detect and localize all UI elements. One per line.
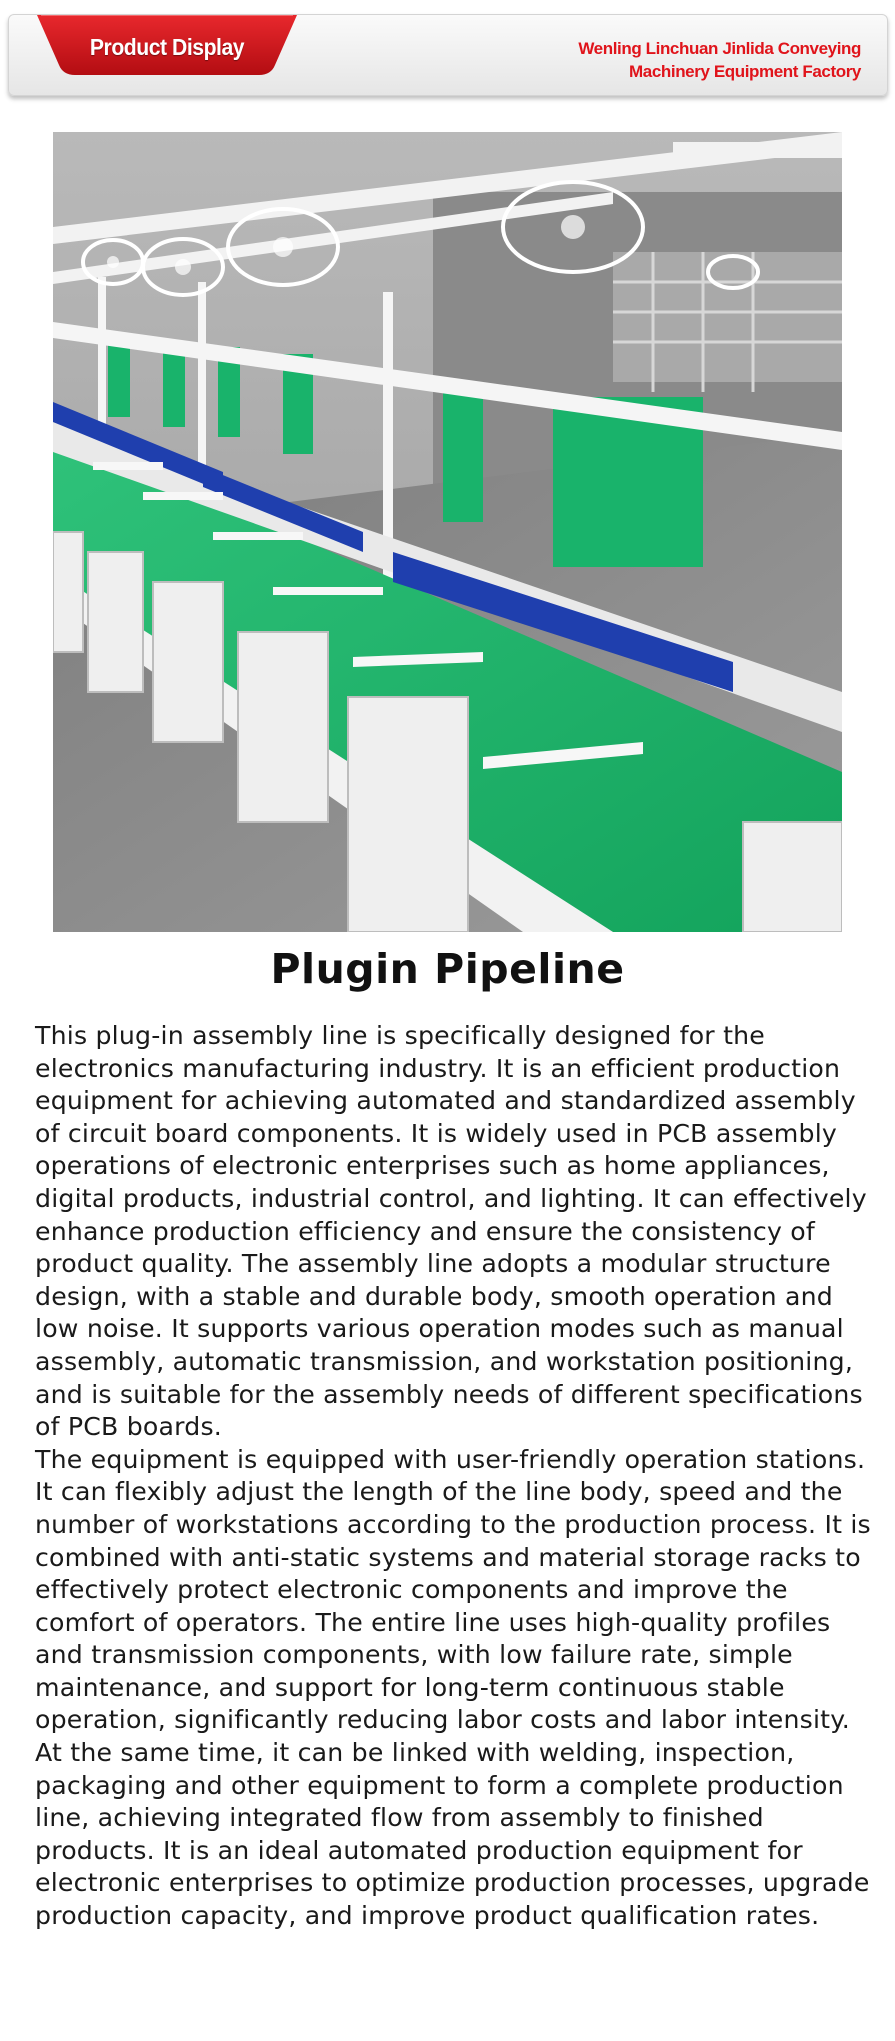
description-paragraph-1: This plug-in assembly line is specifically designed for the electronics manufacturing industry. It is an efficient production equipment for achieving automated and standardized assembly of circuit board components. It is widely used in PCB assembly operations of electronic enterprises such as home appliances, digital products, industrial control, and lighting. It can effectively enhance production efficiency and ensure the consistency of product quality. The assembly line adopts a modular structure design, with a stable and durable body, smooth operation and low noise. It supports various operation modes such as manual assembly, automatic transmission, and workstation positioning, and is suitable for the assembly needs of different specifications of PCB boards. bbox=[35, 1021, 867, 1442]
section-tab-label: Product Display bbox=[89, 33, 245, 60]
company-name-line1: Wenling Linchuan Jinlida Conveying bbox=[578, 39, 861, 58]
factory-photo-icon bbox=[53, 132, 842, 932]
company-name bbox=[441, 37, 861, 83]
product-description bbox=[35, 1020, 875, 1933]
header-banner bbox=[8, 14, 888, 96]
description-paragraph-2: The equipment is equipped with user-friendly operation stations. It can flexibly adjust the length of the line body, speed and the number of workstations according to the production process. It is combined with anti-static systems and material storage racks to effectively protect electronic components and improve the comfort of operators. The entire line uses high-quality profiles and transmission components, with low failure rate, simple maintenance, and support for long-term continuous stable operation, significantly reducing labor costs and labor intensity. bbox=[35, 1444, 871, 1735]
description-paragraph-3: At the same time, it can be linked with welding, inspection, packaging and other equipment to form a complete production line, achieving integrated flow from assembly to finished products. It is an ideal automated production equipment for electronic enterprises to optimize production processes, upgrade production capacity, and improve product qualification rates. bbox=[35, 1738, 870, 1931]
product-photo bbox=[53, 132, 842, 932]
product-title: Plugin Pipeline bbox=[270, 945, 625, 993]
company-name-line2: Machinery Equipment Factory bbox=[629, 62, 861, 81]
